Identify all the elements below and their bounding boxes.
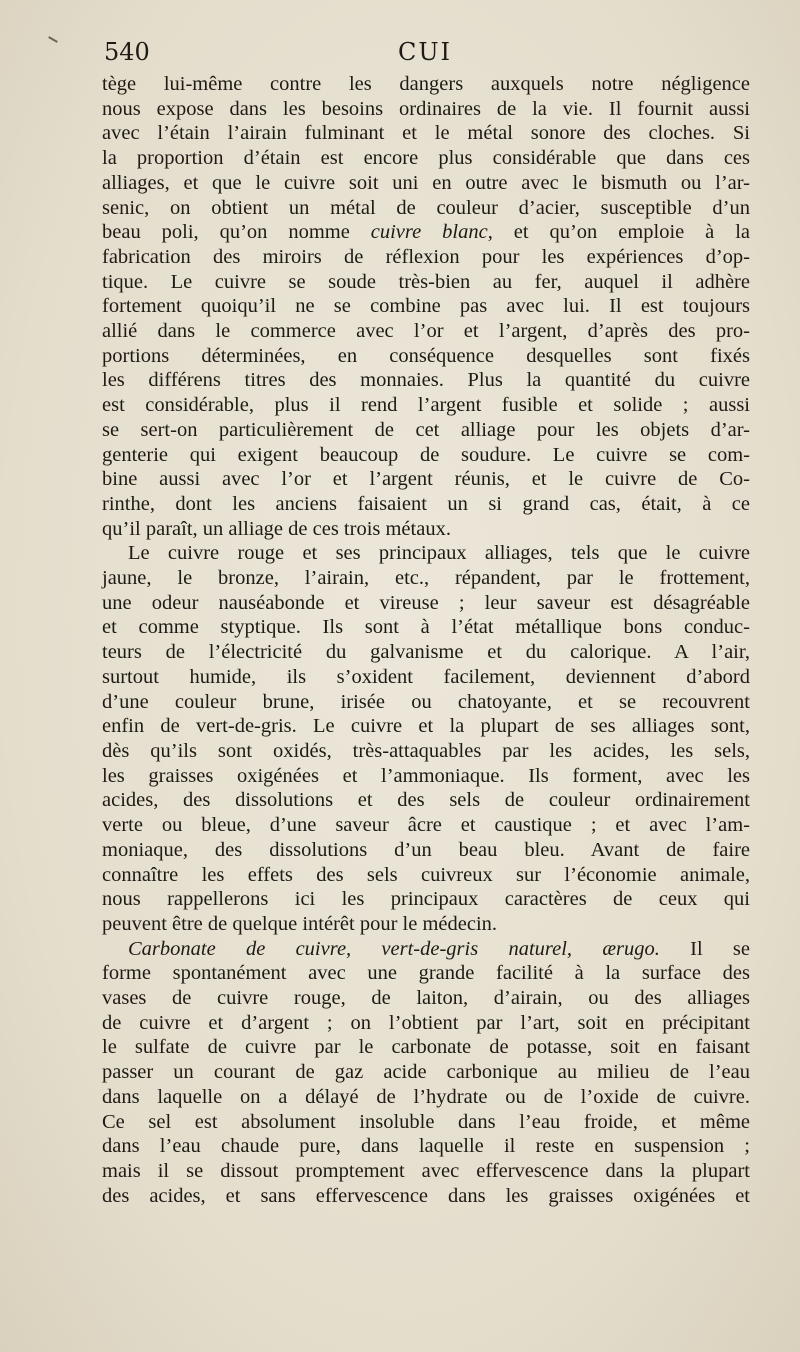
text-line: de cuivre et d’argent ; on l’obtient par l’art, soit en précipitant xyxy=(102,1011,750,1034)
text-line xyxy=(102,937,750,962)
text-segment: , et qu’on emploie à la xyxy=(487,221,750,244)
italic-term: cuivre blanc xyxy=(370,221,488,244)
text-line: les graisses oxigénées et l’ammoniaque. Ils forment, avec les xyxy=(102,764,750,787)
text-line: fabrication des miroirs de réflexion pour les expériences d’op- xyxy=(102,245,750,268)
text-line: vases de cuivre rouge, de laiton, d’airain, ou des alliages xyxy=(102,987,750,1010)
text-line: et comme styptique. Ils sont à l’état métallique bons conduc- xyxy=(102,616,750,639)
text-line: allié dans le commerce avec l’or et l’argent, d’après des pro- xyxy=(102,320,750,343)
text-line: qu’il paraît, un alliage de ces trois métaux. xyxy=(102,517,451,540)
text-line: tège lui-même contre les dangers auxquels notre négligence xyxy=(102,73,750,95)
text-line: moniaque, des dissolutions d’un beau bleu. Avant de faire xyxy=(102,838,750,861)
text-line: le sulfate de cuivre par le carbonate de potasse, soit en faisant xyxy=(102,1036,750,1059)
text-line: Le cuivre rouge et ses principaux alliages, tels que le cuivre xyxy=(128,542,750,565)
text-line: teurs de l’électricité du galvanisme et du calorique. A l’air, xyxy=(102,641,750,664)
text-line: passer un courant de gaz acide carbonique au milieu de l’eau xyxy=(102,1061,750,1084)
text-line: dans l’eau chaude pure, dans laquelle il reste en suspension ; xyxy=(102,1135,750,1158)
text-line: jaune, le bronze, l’airain, etc., répandent, par le frottement, xyxy=(102,567,750,590)
text-line: enfin de vert-de-gris. Le cuivre et la plupart de ses alliages sont, xyxy=(102,715,750,738)
text-segment: beau poli, qu’on nomme xyxy=(102,221,371,244)
text-line: d’une couleur brune, irisée ou chatoyante, et se recouvrent xyxy=(102,690,750,713)
page-number: 540 xyxy=(104,38,150,66)
page-smudge xyxy=(44,36,58,50)
text-line: verte ou bleue, d’une saveur âcre et caustique ; et avec l’am- xyxy=(102,814,750,837)
text-line: une odeur nauséabonde et vireuse ; leur saveur est désagréable xyxy=(102,591,750,614)
text-line: la proportion d’étain est encore plus considérable que dans ces xyxy=(102,147,750,170)
text-line: les différens titres des monnaies. Plus la quantité du cuivre xyxy=(102,369,750,392)
text-line: avec l’étain l’airain fulminant et le métal sonore des cloches. Si xyxy=(102,122,750,145)
text-line: acides, des dissolutions et des sels de couleur ordinairement xyxy=(102,789,750,812)
text-line: portions déterminées, en conséquence desquelles sont fixés xyxy=(102,344,750,367)
text-line: nous expose dans les besoins ordinaires de la vie. Il fournit aussi xyxy=(102,97,750,120)
text-line: tique. Le cuivre se soude très-bien au fer, auquel il adhère xyxy=(102,270,750,293)
text-line: peuvent être de quelque intérêt pour le médecin. xyxy=(102,912,498,935)
text-line: dans laquelle on a délayé de l’hydrate ou de l’oxide de cuivre. xyxy=(102,1085,750,1108)
page-header xyxy=(100,38,750,70)
running-head: CUI xyxy=(397,38,453,66)
text-line: connaître les effets des sels cuivreux sur l’économie animale, xyxy=(102,863,750,886)
text-line: genterie qui exigent beaucoup de soudure. Le cuivre se com- xyxy=(102,443,750,466)
text-line: rinthe, dont les anciens faisaient un si grand cas, était, à ce xyxy=(102,492,750,515)
body-text xyxy=(102,72,750,1208)
section-heading: Carbonate de cuivre, vert-de-gris naturel, ærugo. xyxy=(128,937,660,960)
text-segment: Il se xyxy=(659,937,750,960)
text-line: Ce sel est absolument insoluble dans l’eau froide, et même xyxy=(102,1110,750,1133)
text-line: dès qu’ils sont oxidés, très-attaquables par les acides, les sels, xyxy=(102,739,750,762)
text-line: fortement quoiqu’il ne se combine pas avec lui. Il est toujours xyxy=(102,295,750,318)
text-line: alliages, et que le cuivre soit uni en outre avec le bismuth ou l’ar- xyxy=(102,171,750,194)
text-line: mais il se dissout promptement avec effervescence dans la plupart xyxy=(102,1159,750,1182)
text-line: nous rappellerons ici les principaux caractères de ceux qui xyxy=(102,888,750,911)
text-line: bine aussi avec l’or et l’argent réunis, et le cuivre de Co- xyxy=(102,468,750,491)
text-line: des acides, et sans effervescence dans les graisses oxigénées et xyxy=(102,1184,750,1207)
text-line: surtout humide, ils s’oxident facilement, deviennent d’abord xyxy=(102,665,750,688)
text-line: est considérable, plus il rend l’argent fusible et solide ; aussi xyxy=(102,394,750,417)
text-line: se sert-on particulièrement de cet alliage pour les objets d’ar- xyxy=(102,418,750,441)
text-line xyxy=(102,220,750,245)
text-line: senic, on obtient un métal de couleur d’acier, susceptible d’un xyxy=(102,196,750,219)
text-line: forme spontanément avec une grande facilité à la surface des xyxy=(102,962,750,985)
